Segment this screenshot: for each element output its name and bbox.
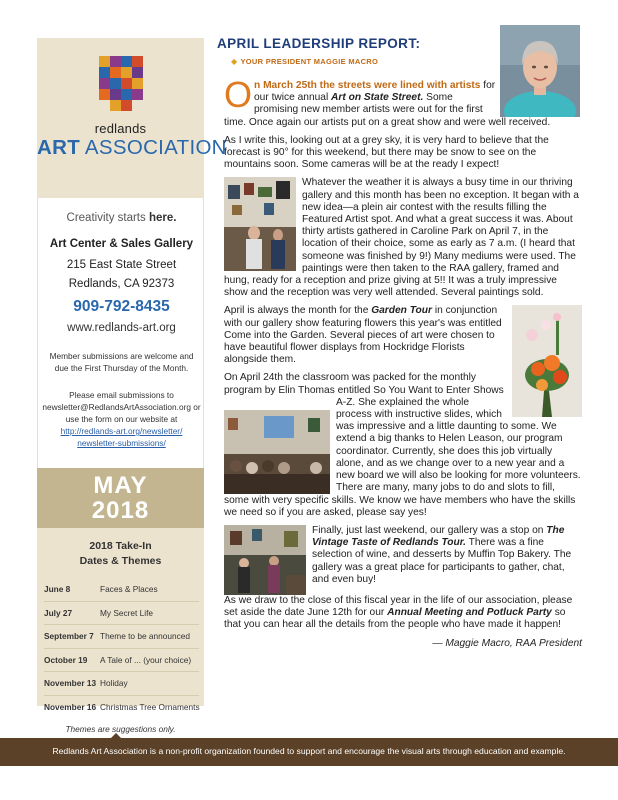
article-byline: [231, 57, 378, 66]
takein-theme: My Secret Life: [100, 607, 154, 618]
byline-text: YOUR PRESIDENT MAGGIE MACRO: [240, 57, 379, 66]
email-note-text: Please email submissions to newsletter@RedlandsArtAssociation.org or use the form on our website at: [42, 390, 201, 424]
form-link-line2[interactable]: newsletter-submissions/: [77, 438, 166, 448]
paragraph-4: [224, 305, 582, 366]
takein-row: [44, 625, 199, 649]
takein-theme: Holiday: [100, 678, 128, 689]
org-name-art: ART: [37, 136, 81, 159]
classroom-presentation-photo: [224, 410, 330, 494]
paragraph-6: [224, 525, 582, 586]
flower-arrangement-photo: [512, 305, 582, 417]
issue-year: 2018: [91, 497, 150, 524]
takein-date: October 19: [44, 654, 88, 665]
p7-text-a: As we draw to the close of this fiscal year in the life of our association, please set aside the date June 12th for our: [224, 594, 573, 619]
form-link-line1[interactable]: http://redlands-art.org/newsletter/: [60, 426, 183, 436]
gallery-name: Art Center & Sales Gallery: [49, 238, 194, 250]
p6-text-b: There was a fine selection of wine, and desserts by Muffin Top Bakery. The gallery was a great place for participants to gather, chat, and even buy!: [312, 537, 572, 585]
diamond-icon: ◆: [231, 57, 238, 66]
art-association-logo: [99, 56, 143, 116]
org-name-association: ASSOCIATION: [84, 136, 227, 159]
takein-date: November 16: [44, 701, 97, 712]
themes-note: Themes are suggestions only.: [65, 724, 176, 734]
takein-section: [37, 528, 204, 734]
city-address: Redlands, CA 92373: [68, 278, 175, 290]
p1-text-b: Some promising new member artists were out for the first time. Once again our artists put on a great show and were well received.: [224, 92, 551, 128]
takein-theme: Christmas Tree Ornaments: [100, 701, 200, 712]
org-name-small: redlands: [94, 121, 147, 136]
paragraph-7: [224, 595, 582, 632]
website-url[interactable]: www.redlands-art.org: [67, 322, 176, 334]
p5-text: On April 24th the classroom was packed for the monthly program by Elin Thomas entitled So You Want to Enter Shows A-Z. She explained the whole process with instructive slides, which was impressive and a little daunting to some. We extend a big thanks to Helen Leason, our program coordinator. Currently, she does this job virtually alone, and as we change over to a new year and a new board we will also be looking for more volunteers. There are many, many jobs to do and slots to fill, some with very specific skills. We know we have members who have the skills we need so if you are asked, please say yes!: [224, 372, 581, 518]
issue-month: MAY: [93, 472, 148, 499]
sidebar-header: [37, 38, 227, 198]
takein-list: [44, 578, 199, 720]
takein-date: June 8: [44, 584, 71, 594]
takein-date: September 7: [44, 631, 94, 642]
tagline-prefix: Creativity starts: [66, 212, 146, 224]
gallery-interior-photo: [224, 177, 296, 271]
takein-row: [44, 696, 199, 720]
email-note: [42, 389, 201, 449]
takein-date: November 13: [44, 678, 97, 689]
p4-text-b: in conjunction with our gallery show featuring flowers this year's was entitled Come into the Garden. Several pieces of art were chosen to have beautiful flower displays from Hockridge Florists alongside them.: [224, 305, 502, 366]
article-title: APRIL LEADERSHIP REPORT:: [217, 36, 421, 51]
drop-cap: O: [224, 74, 253, 115]
vintage-taste-tour: The Vintage Taste of Redlands Tour.: [312, 524, 565, 549]
tagline-bold: here.: [148, 212, 177, 224]
paragraph-3: [224, 177, 582, 299]
p7-text-b: so that you can hear all the details from the people who have made it happen!: [224, 607, 566, 631]
takein-row: [44, 649, 199, 673]
takein-subtitle: Dates & Themes: [79, 555, 162, 567]
takein-theme: A Tale of ... (your choice): [100, 654, 192, 665]
portrait-spacer: [498, 80, 582, 114]
p3-text: Whatever the weather it is always a busy time in our thriving gallery and this month has been no exception. It began with a new idea—a plein air contest with the results filling the Featured Artist spot. And what a great success it was. About thirty artists gathered in Caroline Park on April 7, in the location of their choice, some as early as 7 a.m. (I heard that someone was finished by 9!) Many mediums were used. The paintings were then taken to the RAA gallery, framed and hung, ready for a reception and prize giving at 5!! It was a truly impressive show and the reception was very well attended. Several paintings sold.: [224, 177, 579, 299]
org-name-big: [37, 136, 227, 160]
issue-date-block: [37, 468, 204, 528]
p1-lead: n March 25th the streets were lined with artists: [254, 80, 481, 91]
p4-text-a: April is always the month for the: [224, 305, 372, 317]
sidebar-contact: [37, 198, 204, 468]
paragraph-2: As I write this, looking out at a grey sky, it is very hard to believe that the forecast is 90° for this weekend, but there may be snow to see on the mountains soon. Some cameras will be at the ready I expect!: [224, 134, 549, 171]
takein-title: 2018 Take-In: [89, 540, 152, 552]
article-body: [224, 74, 582, 650]
takein-theme: Theme to be announced: [100, 631, 190, 642]
phone-number: 909-792-8435: [73, 298, 170, 315]
takein-row: [44, 672, 199, 696]
takein-row: [44, 578, 199, 602]
sidebar: [37, 38, 227, 734]
footer-text: Redlands Art Association is a non-profit organization founded to support and encourage the visual arts through education and example.: [52, 746, 566, 756]
garden-tour: Garden Tour: [371, 305, 432, 317]
footer: [0, 738, 618, 766]
signature: — Maggie Macro, RAA President: [432, 637, 582, 649]
takein-theme: Faces & Places: [100, 584, 158, 594]
street-address: 215 East State Street: [66, 259, 177, 271]
vintage-taste-event-photo: [224, 525, 306, 595]
p6-text-a: Finally, just last weekend, our gallery was a stop on: [312, 524, 547, 536]
p1-text-a: for our twice annual: [254, 80, 496, 104]
art-on-state-street: Art on State Street.: [331, 92, 424, 104]
takein-date: July 27: [44, 607, 73, 618]
takein-row: [44, 602, 199, 626]
annual-meeting: Annual Meeting and Potluck Party: [387, 607, 552, 619]
submission-note: Member submissions are welcome and due the First Thursday of the Month.: [49, 351, 194, 373]
tagline: [38, 212, 205, 224]
